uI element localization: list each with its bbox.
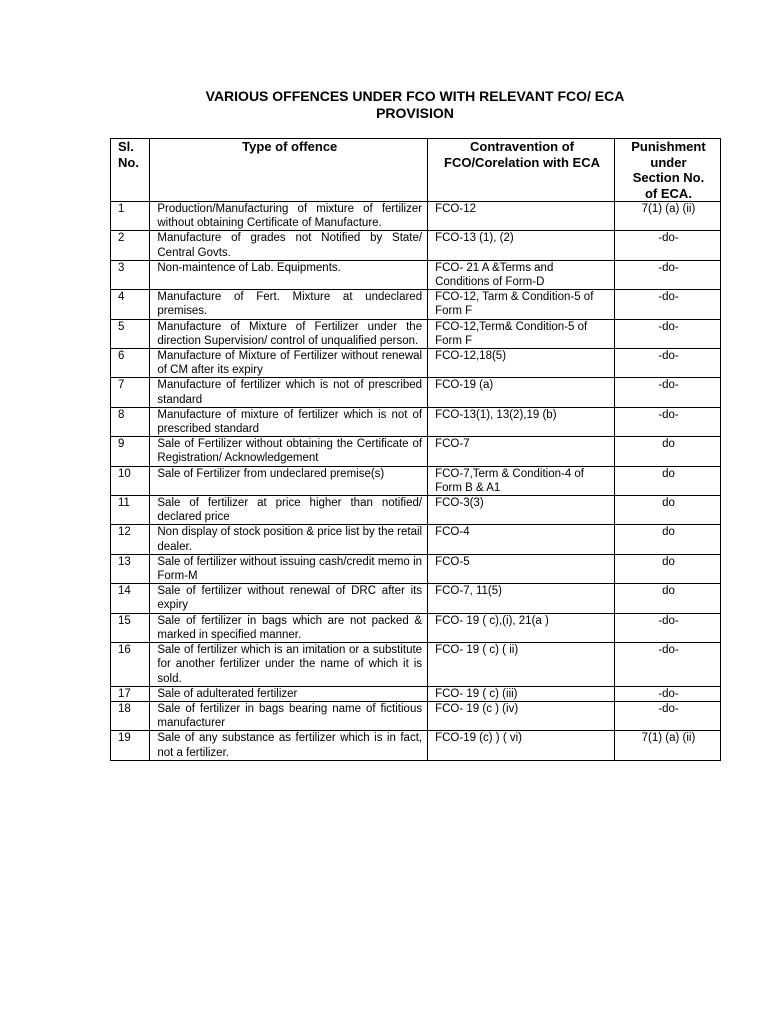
col-header-type-of-offence: Type of offence [150,139,428,202]
table-row [111,686,721,701]
cell-type-of-offence: Sale of Fertilizer from undeclared premise(s) [150,466,428,495]
cell-type-of-offence: Non-maintence of Lab. Equipments. [150,260,428,289]
cell-sl-no: 8 [111,407,150,436]
cell-contravention: FCO-7 [428,437,615,466]
cell-type-of-offence: Sale of adulterated fertilizer [150,686,428,701]
table-row [111,231,721,260]
cell-type-of-offence: Manufacture of Fert. Mixture at undeclared premises. [150,290,428,319]
cell-contravention: FCO-12 [428,202,615,231]
title-line-1: VARIOUS OFFENCES UNDER FCO WITH RELEVANT FCO/ ECA [205,88,625,104]
document-title [110,88,720,122]
cell-sl-no: 12 [111,525,150,554]
cell-type-of-offence: Sale of Fertilizer without obtaining the Certificate of Registration/ Acknowledgement [150,437,428,466]
table-row [111,407,721,436]
col-header-punishment [614,139,720,202]
title-line-2: PROVISION [376,105,454,121]
cell-contravention: FCO-12, Tarm & Condition-5 of Form F [428,290,615,319]
cell-contravention: FCO-5 [428,554,615,583]
cell-type-of-offence: Sale of fertilizer in bags which are not packed & marked in specified manner. [150,613,428,642]
cell-contravention: FCO-19 (a) [428,378,615,407]
cell-punishment: -do- [614,378,720,407]
cell-sl-no: 5 [111,319,150,348]
table-row [111,290,721,319]
cell-sl-no: 6 [111,349,150,378]
cell-contravention: FCO-7, 11(5) [428,584,615,613]
cell-punishment: -do- [614,701,720,730]
cell-punishment: -do- [614,260,720,289]
cell-contravention: FCO-4 [428,525,615,554]
cell-type-of-offence: Sale of any substance as fertilizer which is in fact, not a fertilizer. [150,731,428,760]
cell-punishment: do [614,496,720,525]
cell-sl-no: 10 [111,466,150,495]
cell-sl-no: 13 [111,554,150,583]
cell-punishment: do [614,584,720,613]
table-row [111,613,721,642]
cell-type-of-offence: Sale of fertilizer which is an imitation or a substitute for another fertilizer under the name of which it is sold. [150,643,428,687]
cell-type-of-offence: Manufacture of Mixture of Fertilizer without renewal of CM after its expiry [150,349,428,378]
table-row [111,466,721,495]
cell-punishment: 7(1) (a) (ii) [614,731,720,760]
cell-punishment: do [614,466,720,495]
cell-type-of-offence: Sale of fertilizer without issuing cash/credit memo in Form-M [150,554,428,583]
cell-punishment: -do- [614,643,720,687]
cell-punishment: -do- [614,686,720,701]
cell-sl-no: 1 [111,202,150,231]
table-row [111,496,721,525]
table-row [111,437,721,466]
cell-sl-no: 19 [111,731,150,760]
table-row [111,202,721,231]
table-row [111,319,721,348]
cell-type-of-offence: Sale of fertilizer at price higher than notified/ declared price [150,496,428,525]
cell-sl-no: 11 [111,496,150,525]
col-header-sl-no [111,139,150,202]
cell-contravention: FCO-12,18(5) [428,349,615,378]
cell-sl-no: 17 [111,686,150,701]
cell-punishment: -do- [614,231,720,260]
cell-sl-no: 9 [111,437,150,466]
table-row [111,584,721,613]
table-header-row [111,139,721,202]
table-row [111,643,721,687]
cell-sl-no: 15 [111,613,150,642]
cell-contravention: FCO-12,Term& Condition-5 of Form F [428,319,615,348]
table-body [111,202,721,761]
cell-sl-no: 3 [111,260,150,289]
cell-contravention: FCO- 21 A &Terms and Conditions of Form-D [428,260,615,289]
col-header-fco-line2: FCO/Corelation with ECA [444,154,600,170]
table-row [111,525,721,554]
col-header-pun-line2: under [650,154,687,170]
offences-table [110,138,721,761]
cell-contravention: FCO- 19 ( c) (iii) [428,686,615,701]
cell-sl-no: 16 [111,643,150,687]
table-row [111,554,721,583]
table-row [111,701,721,730]
cell-sl-no: 7 [111,378,150,407]
cell-punishment: -do- [614,290,720,319]
table-row [111,260,721,289]
cell-contravention: FCO- 19 (c ) (iv) [428,701,615,730]
cell-type-of-offence: Non display of stock position & price list by the retail dealer. [150,525,428,554]
cell-sl-no: 18 [111,701,150,730]
col-header-sl-line1: Sl. [118,139,134,154]
cell-sl-no: 2 [111,231,150,260]
table-row [111,349,721,378]
cell-punishment: -do- [614,349,720,378]
cell-type-of-offence: Manufacture of mixture of fertilizer which is not of prescribed standard [150,407,428,436]
cell-contravention: FCO-7,Term & Condition-4 of Form B & A1 [428,466,615,495]
cell-type-of-offence: Sale of fertilizer in bags bearing name of fictitious manufacturer [150,701,428,730]
cell-punishment: -do- [614,613,720,642]
cell-type-of-offence: Manufacture of grades not Notified by State/ Central Govts. [150,231,428,260]
cell-sl-no: 4 [111,290,150,319]
col-header-pun-line4: of ECA. [644,185,692,201]
col-header-sl-line2: No. [118,154,139,170]
col-header-pun-line3: Section No. [632,170,705,185]
cell-type-of-offence: Sale of fertilizer without renewal of DRC after its expiry [150,584,428,613]
cell-contravention: FCO-3(3) [428,496,615,525]
col-header-fco-line1: Contravention of [470,139,574,154]
cell-type-of-offence: Manufacture of Mixture of Fertilizer under the direction Supervision/ control of unqualified person. [150,319,428,348]
col-header-pun-line1: Punishment [631,139,706,154]
cell-contravention: FCO-19 (c) ) ( vi) [428,731,615,760]
table-row [111,731,721,760]
cell-contravention: FCO- 19 ( c) ( ii) [428,643,615,687]
cell-type-of-offence: Production/Manufacturing of mixture of fertilizer without obtaining Certificate of Manufacture. [150,202,428,231]
cell-sl-no: 14 [111,584,150,613]
cell-type-of-offence: Manufacture of fertilizer which is not of prescribed standard [150,378,428,407]
cell-punishment: -do- [614,407,720,436]
cell-punishment: do [614,525,720,554]
cell-contravention: FCO- 19 ( c),(i), 21(a ) [428,613,615,642]
cell-contravention: FCO-13 (1), (2) [428,231,615,260]
col-header-contravention [428,139,615,202]
cell-punishment: -do- [614,319,720,348]
cell-punishment: do [614,437,720,466]
table-row [111,378,721,407]
cell-punishment: 7(1) (a) (ii) [614,202,720,231]
cell-contravention: FCO-13(1), 13(2),19 (b) [428,407,615,436]
cell-punishment: do [614,554,720,583]
